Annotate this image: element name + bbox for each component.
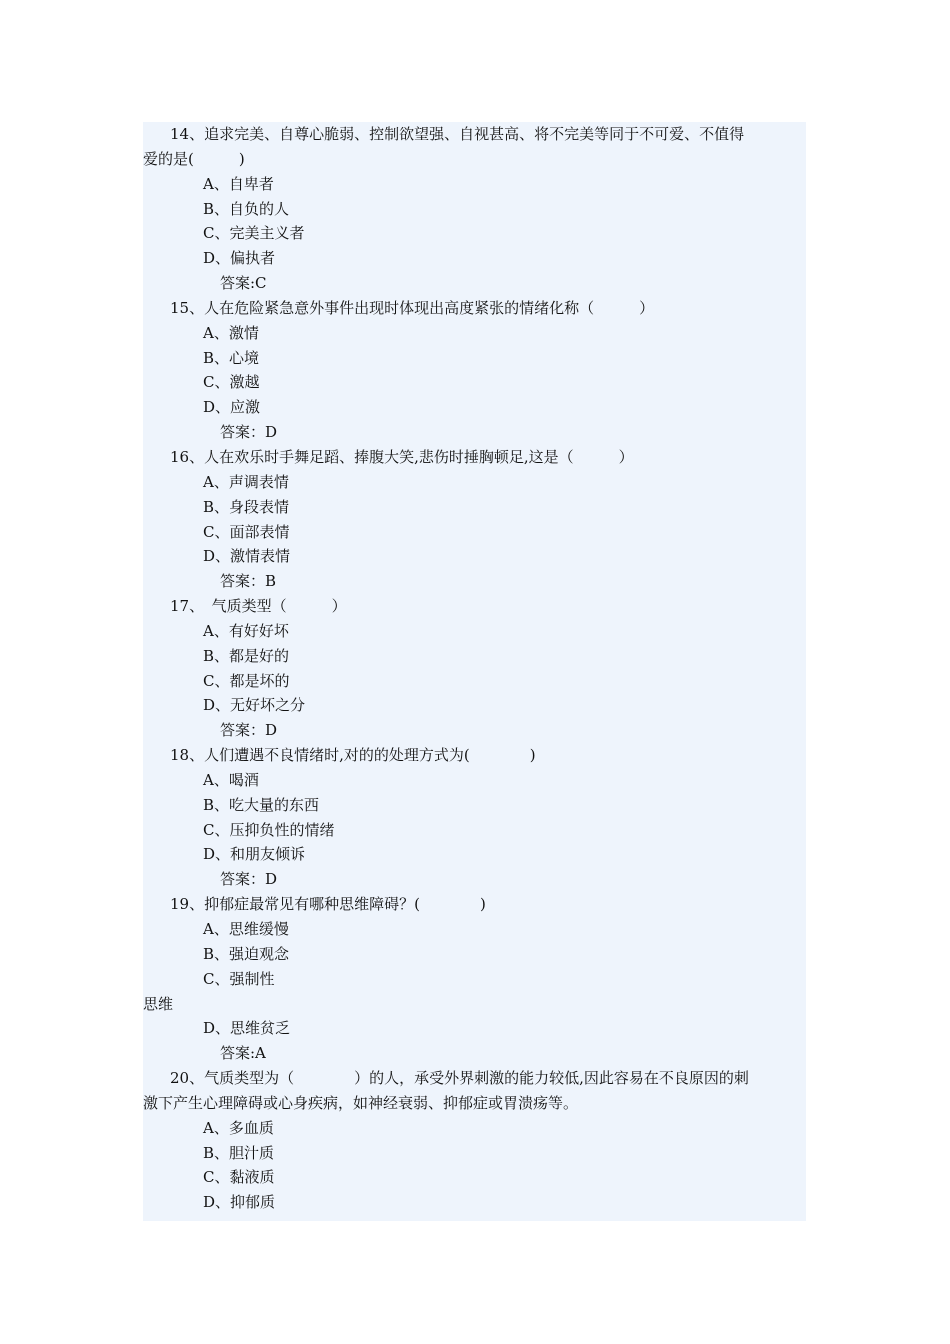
option-text: A、思维缓慢 bbox=[203, 920, 289, 938]
continuation-text: 爱的是( ) bbox=[143, 149, 245, 168]
answer-text: 答案：D bbox=[220, 423, 278, 442]
option-text: C、完美主义者 bbox=[203, 224, 305, 243]
answer-text: 答案:A bbox=[220, 1044, 266, 1063]
option-text: B、胆汁质 bbox=[203, 1143, 275, 1162]
option-text: D、抑郁质 bbox=[203, 1193, 276, 1212]
option-text: C、都是坏的 bbox=[203, 671, 290, 690]
answer-text: 答案：D bbox=[220, 721, 278, 740]
question-text: 17、 气质类型（ ） bbox=[170, 597, 347, 616]
option-text: D、和朋友倾诉 bbox=[203, 845, 306, 864]
option-text: B、身段表情 bbox=[203, 497, 290, 516]
option-text: D、偏执者 bbox=[203, 249, 276, 268]
option-text: A、声调表情 bbox=[203, 472, 289, 491]
option-text: B、心境 bbox=[203, 348, 260, 367]
option-text: C、黏液质 bbox=[203, 1168, 275, 1187]
question-text: 14、追求完美、自尊心脆弱、控制欲望强、自视甚高、将不完美等同于不可爱、不值得 bbox=[170, 125, 745, 143]
continuation-text: 激下产生心理障碍或心身疾病，如神经衰弱、抑郁症或胃溃疡等。 bbox=[143, 1093, 579, 1112]
option-text: A、喝酒 bbox=[203, 770, 259, 789]
question-text: 15、人在危险紧急意外事件出现时体现出高度紧张的情绪化称（ ） bbox=[170, 298, 655, 317]
option-text: C、面部表情 bbox=[203, 522, 290, 541]
option-text: D、思维贫乏 bbox=[203, 1019, 291, 1038]
option-text: B、自负的人 bbox=[203, 199, 290, 218]
option-text: A、有好好坏 bbox=[203, 621, 289, 640]
option-text: B、强迫观念 bbox=[203, 944, 290, 963]
option-text: D、应激 bbox=[203, 398, 261, 417]
continuation-text: 思维 bbox=[143, 994, 174, 1013]
option-text: B、吃大量的东西 bbox=[203, 795, 320, 814]
document-page bbox=[143, 122, 806, 1221]
option-text: C、激越 bbox=[203, 373, 260, 392]
option-text: B、都是好的 bbox=[203, 646, 290, 665]
option-text: D、激情表情 bbox=[203, 547, 291, 566]
option-text: C、压抑负性的情绪 bbox=[203, 820, 335, 839]
option-text: D、无好坏之分 bbox=[203, 696, 306, 715]
option-text: A、多血质 bbox=[203, 1118, 274, 1137]
question-text: 16、人在欢乐时手舞足蹈、捧腹大笑,悲伤时捶胸顿足,这是（ ） bbox=[170, 447, 634, 466]
question-text: 18、人们遭遇不良情绪时,对的的处理方式为( ) bbox=[170, 746, 536, 765]
question-text: 19、抑郁症最常见有哪种思维障碍？( ) bbox=[170, 895, 486, 914]
answer-text: 答案:C bbox=[220, 274, 267, 293]
answer-text: 答案：D bbox=[220, 870, 278, 889]
question-text: 20、气质类型为（ ）的人，承受外界刺激的能力较低,因此容易在不良原因的刺 bbox=[170, 1069, 749, 1088]
option-text: C、强制性 bbox=[203, 969, 275, 988]
answer-text: 答案：B bbox=[220, 572, 277, 591]
option-text: A、自卑者 bbox=[203, 174, 274, 193]
option-text: A、激情 bbox=[203, 323, 259, 342]
